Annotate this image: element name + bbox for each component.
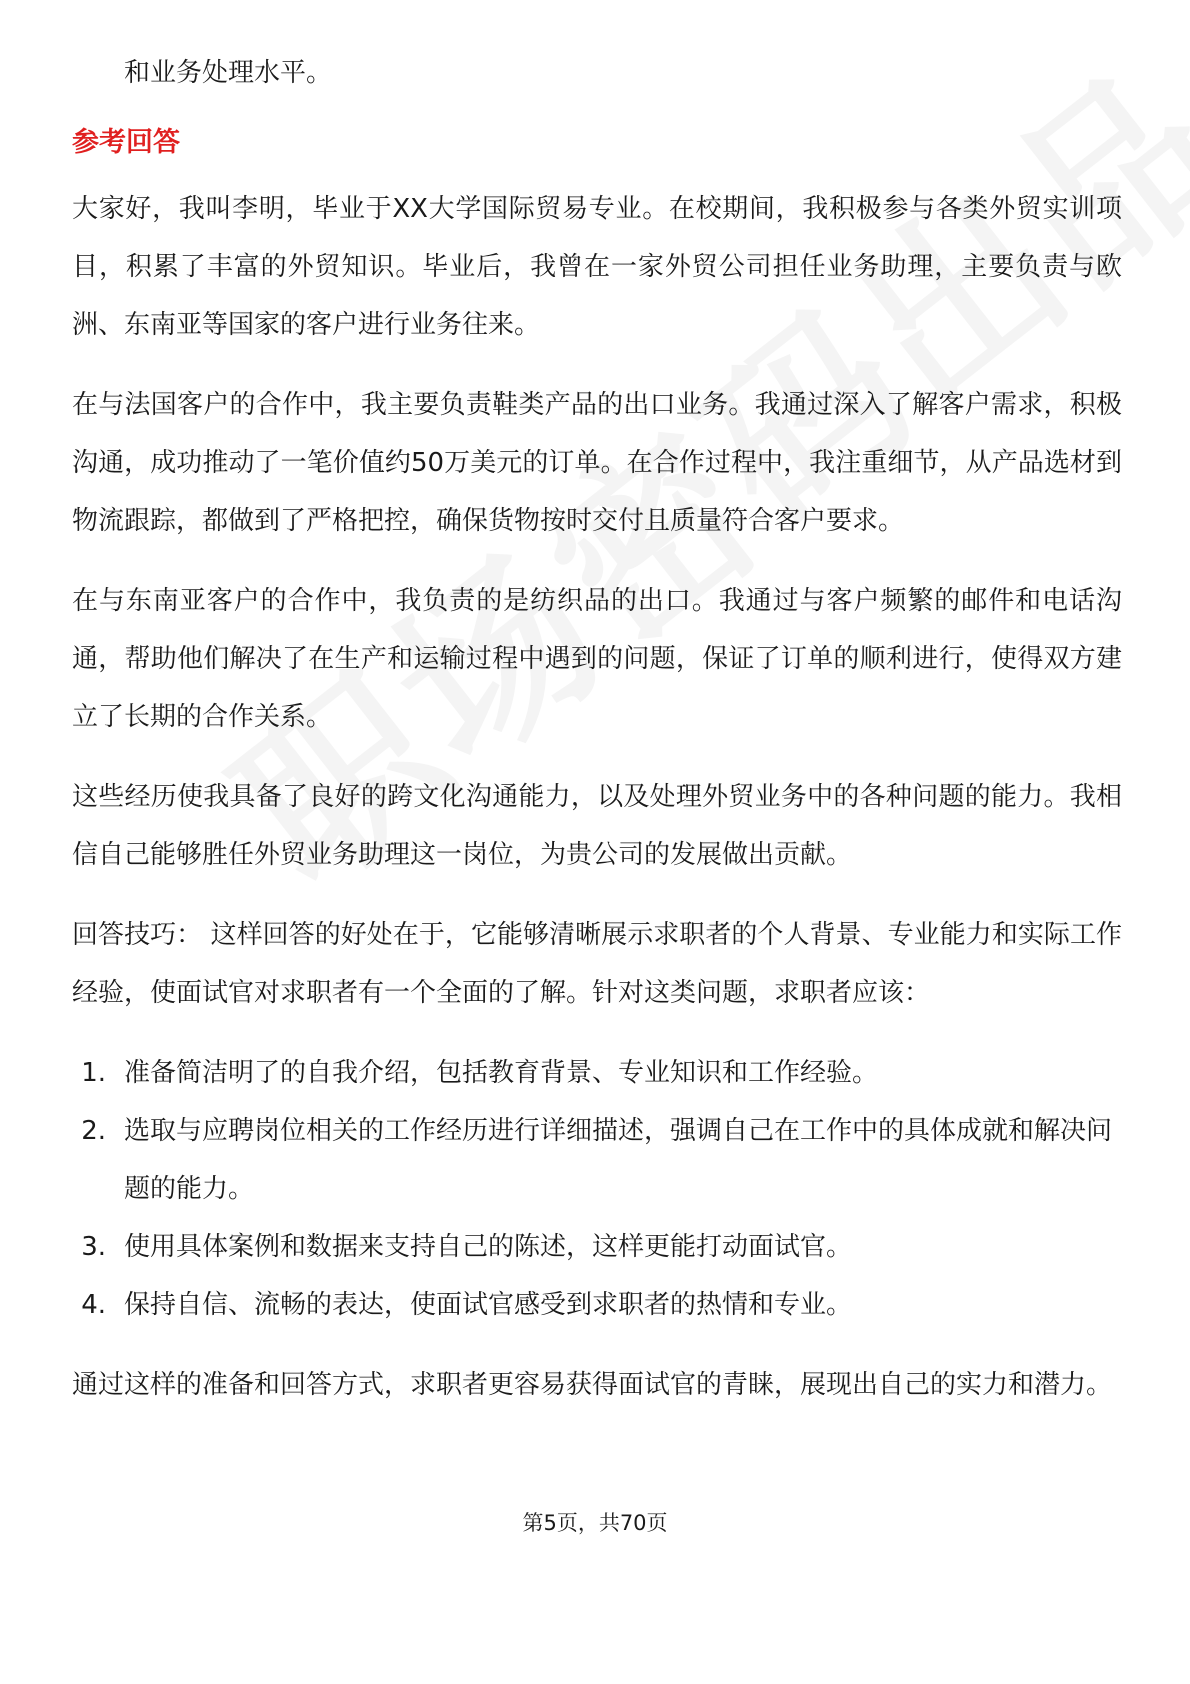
answer-paragraph-2: 在与法国客户的合作中，我主要负责鞋类产品的出口业务。我通过深入了解客户需求，积极沟通，成功推动了一笔价值约50万美元的订单。在合作过程中，我注重细节，从产品选材到物流跟踪，都做到了严格把控，确保货物按时交付且质量符合客户要求。 bbox=[72, 390, 1122, 536]
list-item-number: 3. bbox=[81, 1232, 106, 1262]
section-heading: 参考回答 bbox=[72, 127, 180, 158]
list-item-text: 保持自信、流畅的表达，使面试官感受到求职者的热情和专业。 bbox=[124, 1290, 853, 1320]
closing-paragraph: 通过这样的准备和回答方式，求职者更容易获得面试官的青睐，展现出自己的实力和潜力。 bbox=[72, 1370, 1113, 1400]
tips-list bbox=[72, 1044, 1122, 1334]
page-content bbox=[72, 44, 1122, 1436]
page-footer: 第5页，共70页 bbox=[522, 1511, 668, 1535]
continued-text: 和业务处理水平。 bbox=[124, 58, 333, 88]
list-item-text: 选取与应聘岗位相关的工作经历进行详细描述，强调自己在工作中的具体成就和解决问题的能力。 bbox=[124, 1116, 1113, 1204]
list-item-number: 1. bbox=[81, 1058, 106, 1088]
list-item bbox=[72, 1044, 1122, 1102]
list-item bbox=[72, 1218, 1122, 1276]
tips-intro: 回答技巧： 这样回答的好处在于，它能够清晰展示求职者的个人背景、专业能力和实际工作经验，使面试官对求职者有一个全面的了解。针对这类问题，求职者应该： bbox=[72, 920, 1122, 1008]
list-item-number: 4. bbox=[81, 1290, 106, 1320]
list-item bbox=[72, 1102, 1122, 1218]
list-item bbox=[72, 1276, 1122, 1334]
answer-paragraph-4: 这些经历使我具备了良好的跨文化沟通能力，以及处理外贸业务中的各种问题的能力。我相信自己能够胜任外贸业务助理这一岗位，为贵公司的发展做出贡献。 bbox=[72, 782, 1122, 870]
answer-paragraph-1: 大家好，我叫李明，毕业于XX大学国际贸易专业。在校期间，我积极参与各类外贸实训项目，积累了丰富的外贸知识。毕业后，我曾在一家外贸公司担任业务助理，主要负责与欧洲、东南亚等国家的客户进行业务往来。 bbox=[72, 194, 1122, 340]
list-item-number: 2. bbox=[81, 1116, 106, 1146]
list-item-text: 使用具体案例和数据来支持自己的陈述，这样更能打动面试官。 bbox=[124, 1232, 853, 1262]
answer-paragraph-3: 在与东南亚客户的合作中，我负责的是纺织品的出口。我通过与客户频繁的邮件和电话沟通，帮助他们解决了在生产和运输过程中遇到的问题，保证了订单的顺利进行，使得双方建立了长期的合作关系。 bbox=[72, 586, 1122, 732]
list-item-text: 准备简洁明了的自我介绍，包括教育背景、专业知识和工作经验。 bbox=[124, 1058, 879, 1088]
